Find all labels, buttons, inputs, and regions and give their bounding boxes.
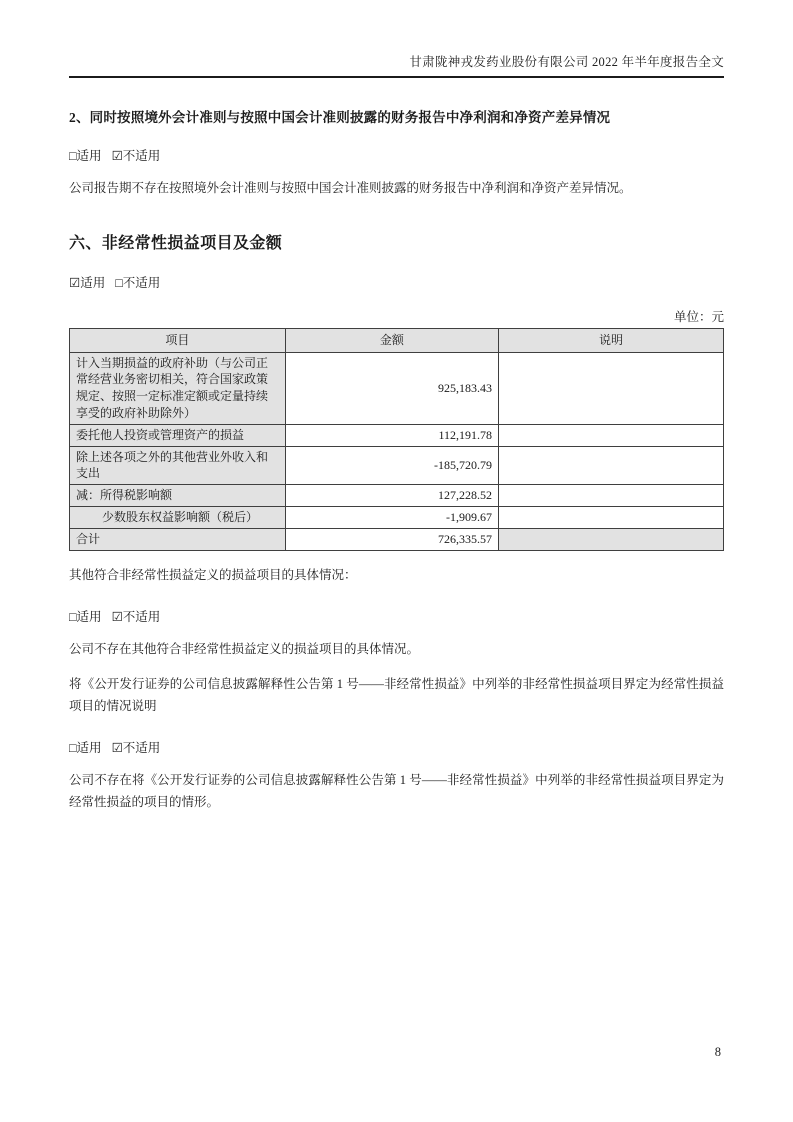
amount-cell: 112,191.78 [285, 424, 498, 446]
table-row [70, 446, 724, 485]
item-cell: 合计 [70, 528, 286, 550]
item-cell: 委托他人投资或管理资产的损益 [70, 424, 286, 446]
amount-cell: 127,228.52 [285, 485, 498, 507]
note-cell [499, 446, 724, 485]
checkbox-applicable: □适用 [69, 149, 102, 163]
section-2-body: 公司报告期不存在按照境外会计准则与按照中国会计准则披露的财务报告中净利润和净资产差异情况。 [69, 181, 632, 195]
section-2-title: 2、同时按照境外会计准则与按照中国会计准则披露的财务报告中净利润和净资产差异情况 [69, 110, 611, 125]
col-header-note: 说明 [499, 328, 724, 352]
unit-label: 单位：元 [673, 309, 724, 324]
table-header-row [70, 328, 724, 352]
non-recurring-items-table [69, 328, 724, 551]
checkbox-applicable: ☑适用 [69, 275, 106, 290]
section-2-applicability [69, 146, 724, 164]
other-items-lead: 其他符合非经常性损益定义的损益项目的具体情况： [69, 567, 357, 582]
note-cell [499, 528, 724, 550]
definition-note-lead: 将《公开发行证券的公司信息披露解释性公告第 1 号——非经常性损益》中列举的非经常性损益项目界定为经常性损益项目的情况说明 [69, 677, 724, 714]
definition-note-applicability [69, 738, 724, 756]
amount-cell: 726,335.57 [285, 528, 498, 550]
report-header-title: 甘肃陇神戎发药业股份有限公司 2022 年半年度报告全文 [409, 55, 724, 69]
item-cell: 计入当期损益的政府补助（与公司正常经营业务密切相关，符合国家政策规定、按照一定标准定额或定量持续享受的政府补助除外） [70, 352, 286, 424]
table-row [70, 507, 724, 529]
header-rule [69, 76, 724, 78]
page-number: 8 [714, 1045, 721, 1059]
other-items-applicability [69, 607, 724, 625]
amount-cell: -1,909.67 [285, 507, 498, 529]
checkbox-applicable: □适用 [69, 609, 102, 624]
checkbox-not-applicable: □不适用 [115, 275, 161, 290]
item-cell: 少数股东权益影响额（税后） [70, 507, 286, 529]
amount-cell: -185,720.79 [285, 446, 498, 485]
table-row-total [70, 528, 724, 550]
col-header-item: 项目 [70, 328, 286, 352]
other-items-body: 公司不存在其他符合非经常性损益定义的损益项目的具体情况。 [69, 641, 420, 656]
table-row [70, 424, 724, 446]
checkbox-not-applicable: ☑不适用 [111, 741, 161, 756]
note-cell [499, 507, 724, 529]
note-cell [499, 485, 724, 507]
note-cell [499, 424, 724, 446]
checkbox-not-applicable: ☑不适用 [111, 149, 161, 163]
section-6-applicability [69, 273, 724, 291]
checkbox-applicable: □适用 [69, 741, 102, 756]
definition-note-body: 公司不存在将《公开发行证券的公司信息披露解释性公告第 1 号——非经常性损益》中列举的非经常性损益项目界定为经常性损益的项目的情形。 [69, 773, 724, 810]
table-row [70, 352, 724, 424]
note-cell [499, 352, 724, 424]
item-cell: 减：所得税影响额 [70, 485, 286, 507]
table-row [70, 485, 724, 507]
section-6-title: 六、非经常性损益项目及金额 [69, 234, 283, 252]
checkbox-not-applicable: ☑不适用 [111, 609, 161, 624]
amount-cell: 925,183.43 [285, 352, 498, 424]
col-header-amount: 金额 [285, 328, 498, 352]
item-cell: 除上述各项之外的其他营业外收入和支出 [70, 446, 286, 485]
